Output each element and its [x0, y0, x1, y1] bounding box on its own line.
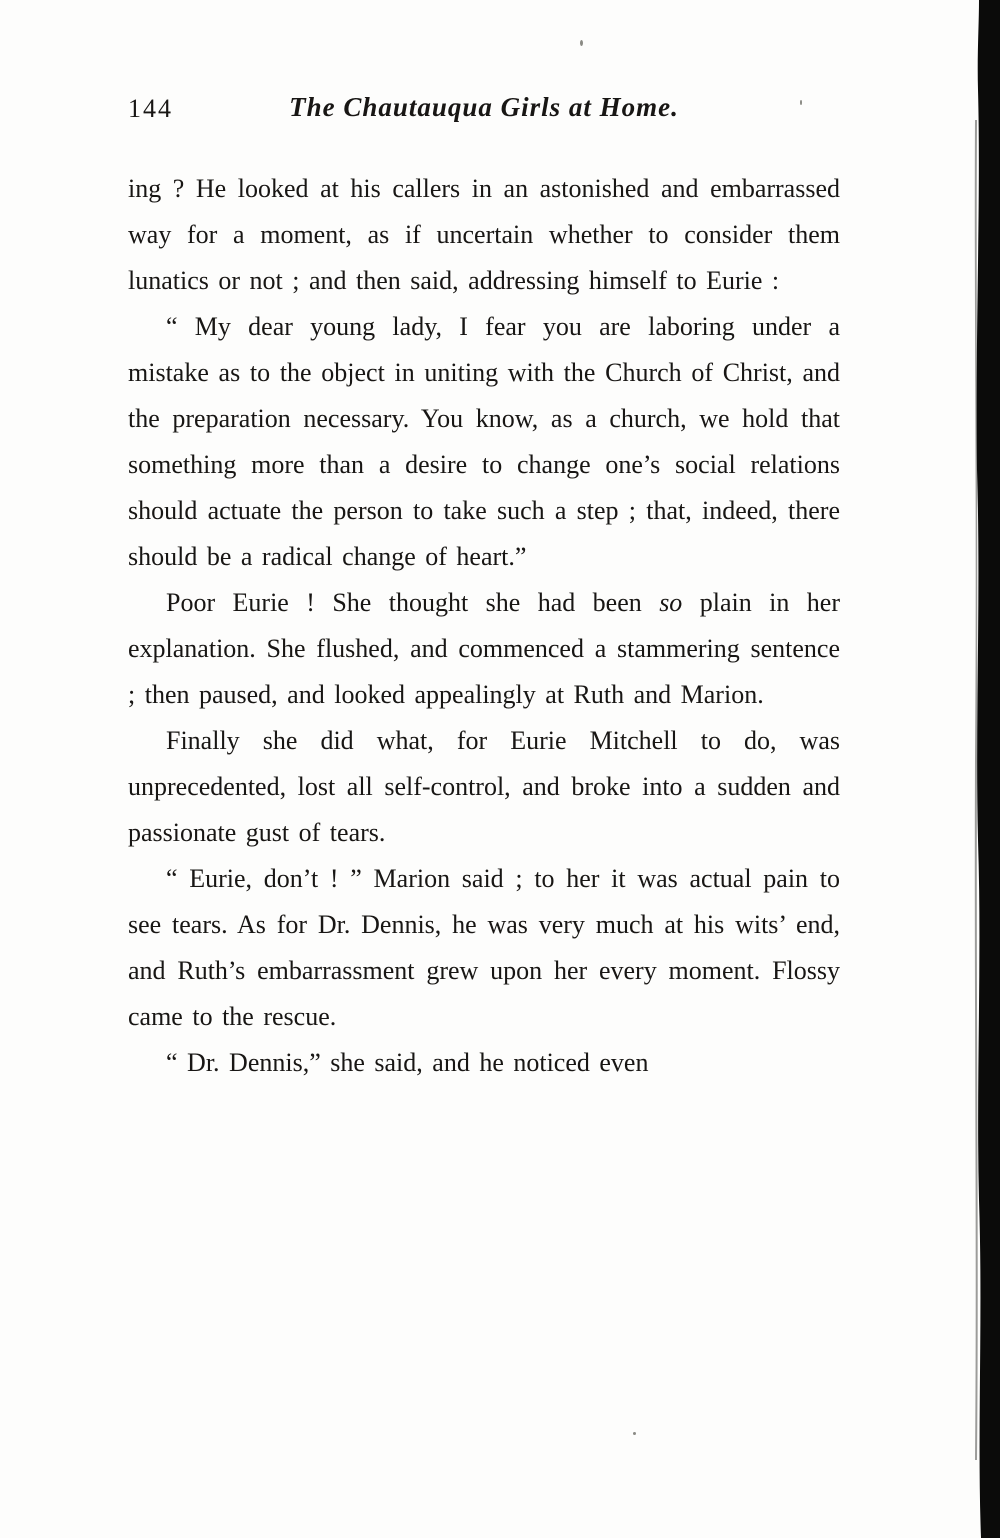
page-number: 144: [128, 94, 173, 123]
scan-speck: [800, 100, 802, 105]
text-column: [128, 166, 840, 1086]
page-header: [128, 92, 840, 132]
paragraph: [128, 718, 840, 856]
scan-speck: [633, 1432, 636, 1435]
body-text: Finally she did what, for Eurie Mitchell to do, was unprecedented, lost all self-control, and broke into a sudden and passionate gust of tears.: [128, 726, 840, 847]
book-page: [128, 92, 840, 1086]
body-text: “ Eurie, don’t ! ” Marion said ; to her it was actual pain to see tears. As for Dr. Dennis, he was very much at his wits’ end, and Ruth’s embarrassment grew upon her every moment. Flossy came to the rescue.: [128, 864, 840, 1031]
body-text: Poor Eurie ! She thought she had been: [166, 588, 660, 617]
body-text: plain in her explanation. She flushed, and commenced a stammering sentence ; then paused, and looked appealingly at Ruth and Marion.: [128, 588, 840, 709]
body-text: “ My dear young lady, I fear you are laboring under a mistake as to the object in uniting with the Church of Christ, and the preparation necessary. You know, as a church, we hold that something more than a desire to change one’s social relations should actuate the person to take such a step ; that, indeed, there should be a radical change of heart.”: [128, 312, 840, 571]
body-text: ing ? He looked at his callers in an astonished and embarrassed way for a moment, as if uncertain whether to consider them lunatics or not ; and then said, addressing himself to Eurie :: [128, 174, 840, 295]
scan-binding-edge: [964, 0, 1000, 1538]
paragraph: [128, 166, 840, 304]
paragraph: [128, 1040, 840, 1086]
paragraph: [128, 304, 840, 580]
running-title: The Chautauqua Girls at Home.: [289, 92, 679, 122]
emphasized-text: so: [659, 588, 683, 617]
scan-speck: [580, 40, 583, 46]
body-text: “ Dr. Dennis,” she said, and he noticed even: [166, 1048, 649, 1077]
paragraph: [128, 580, 840, 718]
paragraph: [128, 856, 840, 1040]
